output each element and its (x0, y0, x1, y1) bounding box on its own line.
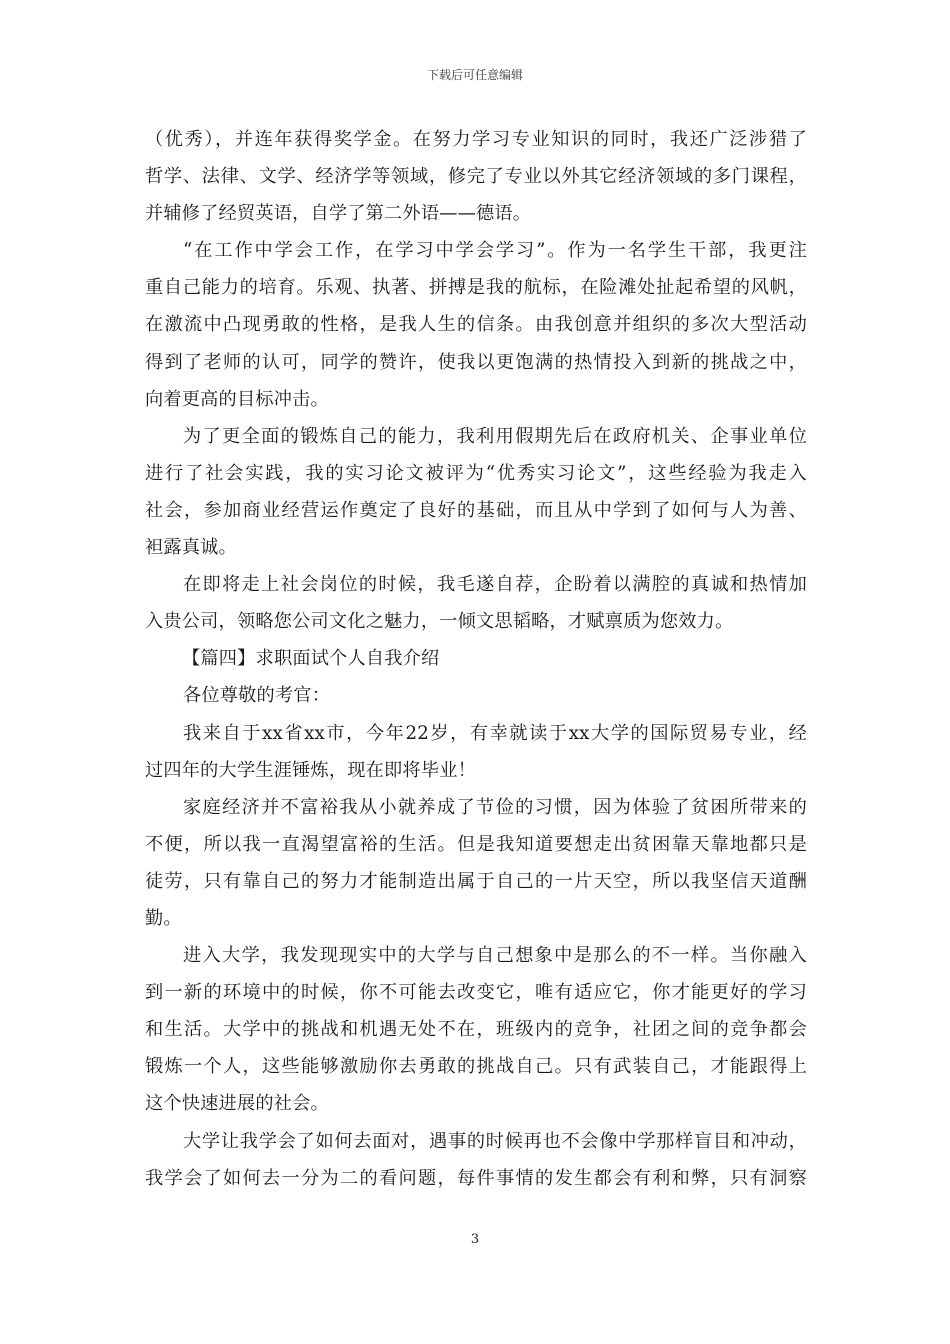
text-line: 进入大学，我发现现实中的大学与自己想象中是那么的不一样。当你融入 (183, 945, 807, 967)
text-line: 我学会了如何去一分为二的看问题，每件事情的发生都会有利和弊，只有洞察 (145, 1167, 807, 1189)
text-line: 勤。 (145, 907, 182, 929)
text-line: 袒露真诚。 (145, 537, 237, 559)
text-line: 徒劳，只有靠自己的努力才能制造出属于自己的一片天空，所以我坚信天道酬 (145, 870, 807, 892)
text-line: 并辅修了经贸英语，自学了第二外语——德语。 (145, 203, 532, 225)
text-line: 得到了老师的认可，同学的赞许，使我以更饱满的热情投入到新的挑战之中， (145, 351, 807, 373)
paragraph (145, 1123, 807, 1197)
paragraph (145, 789, 807, 937)
text-line: 大学让我学会了如何去面对，遇事的时候再也不会像中学那样盲目和冲动， (183, 1130, 807, 1152)
text-line: 这个快速进展的社会。 (145, 1093, 329, 1115)
paragraph (145, 418, 807, 566)
text-line: 为了更全面的锻炼自己的能力，我利用假期先后在政府机关、企事业单位 (183, 425, 807, 447)
page-header: 下载后可任意编辑 (426, 68, 523, 82)
text-line: 锻炼一个人，这些能够激励你去勇敢的挑战自己。只有武装自己，才能跟得上 (145, 1056, 807, 1078)
page-number: 3 (470, 1232, 480, 1247)
text-line: 社会，参加商业经营运作奠定了良好的基础，而且从中学到了如何与人为善、 (145, 499, 807, 521)
paragraph (145, 232, 807, 417)
text-line: 在激流中凸现勇敢的性格，是我人生的信条。由我创意并组织的多次大型活动 (145, 314, 807, 336)
text-line: 入贵公司，领略您公司文化之魅力，一倾文思韬略，才赋禀质为您效力。 (145, 611, 734, 633)
text-line: 在即将走上社会岗位的时候，我毛遂自荐，企盼着以满腔的真诚和热情加 (183, 574, 807, 596)
document-body (145, 121, 807, 1197)
text-line: 和生活。大学中的挑战和机遇无处不在，班级内的竞争，社团之间的竞争都会 (145, 1019, 807, 1041)
paragraph (145, 566, 807, 640)
text-line: 家庭经济并不富裕我从小就养成了节俭的习惯，因为体验了贫困所带来的 (183, 796, 807, 818)
text-line: “在工作中学会工作，在学习中学会学习”。作为一名学生干部，我更注 (183, 240, 807, 262)
text-line: 重自己能力的培育。乐观、执著、拼搏是我的航标，在险滩处扯起希望的风帆， (145, 277, 807, 299)
salutation-text: 各位尊敬的考官： (183, 685, 331, 707)
text-line: 过四年的大学生涯锤炼，现在即将毕业！ (145, 759, 476, 781)
text-line: 进行了社会实践，我的实习论文被评为“优秀实习论文”，这些经验为我走入 (145, 462, 807, 484)
paragraph (145, 937, 807, 1122)
section-heading (145, 640, 807, 677)
section-heading-text: 【篇四】求职面试个人自我介绍 (182, 648, 440, 670)
text-line: 哲学、法律、文学、经济学等领域，修完了专业以外其它经济领域的多门课程， (145, 166, 807, 188)
text-line: 向着更高的目标冲击。 (145, 388, 329, 410)
paragraph (145, 121, 807, 232)
salutation (145, 677, 807, 714)
text-line: 不便，所以我一直渴望富裕的生活。但是我知道要想走出贫困靠天靠地都只是 (145, 833, 807, 855)
text-line: 我来自于xx省xx市，今年22岁，有幸就读于xx大学的国际贸易专业，经 (183, 722, 807, 744)
text-line: （优秀），并连年获得奖学金。在努力学习专业知识的同时，我还广泛涉猎了 (145, 129, 807, 150)
text-line: 到一新的环境中的时候，你不可能去改变它，唯有适应它，你才能更好的学习 (145, 982, 807, 1004)
paragraph (145, 715, 807, 789)
